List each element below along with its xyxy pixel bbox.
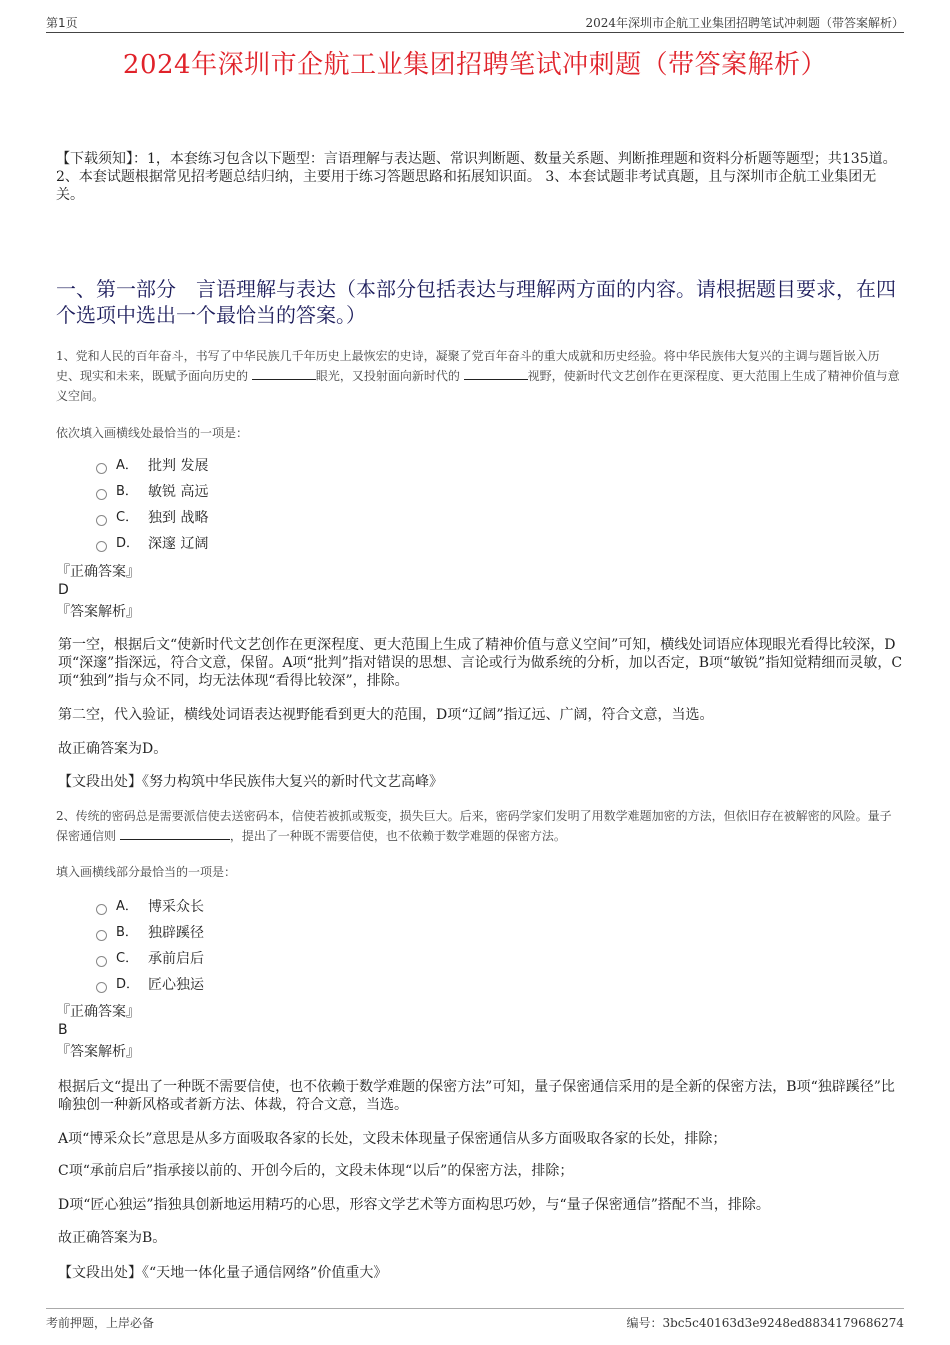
q2-answer: B xyxy=(58,1022,68,1038)
fill-blank xyxy=(252,367,316,380)
fill-blank xyxy=(120,827,230,840)
q1-option-a[interactable] xyxy=(96,453,208,479)
q1-option-c[interactable] xyxy=(96,505,208,531)
radio-icon[interactable] xyxy=(96,489,107,500)
option-text: 深邃 辽阔 xyxy=(148,536,209,552)
q2-source: 【文段出处】《“天地一体化量子通信网络”价值重大》 xyxy=(58,1265,388,1281)
q1-stem-part-b: 眼光，又投射面向新时代的 xyxy=(315,369,464,383)
q1-analysis-para-2: 第二空，代入验证，横线处词语表达视野能看到更大的范围，D项“辽阔”指辽远、广阔，符合文意，当选。 xyxy=(58,707,714,723)
footer-serial: 编号：3bc5c40163d3e9248ed8834179686274 xyxy=(626,1316,904,1330)
header-doc-title: 2024年深圳市企航工业集团招聘笔试冲刺题（带答案解析） xyxy=(585,16,904,30)
option-text: 批判 发展 xyxy=(148,458,209,474)
radio-icon[interactable] xyxy=(96,463,107,474)
q1-option-b[interactable] xyxy=(96,479,208,505)
option-letter: B． xyxy=(116,484,138,499)
q1-source: 【文段出处】《努力构筑中华民族伟大复兴的新时代文艺高峰》 xyxy=(58,774,443,790)
option-letter: A． xyxy=(116,899,138,914)
q1-analysis-para-1: 第一空，根据后文“使新时代文艺创作在更深程度、更大范围上生成了精神价值与意义空间”可知，横线处词语应体现眼光看得比较深，D项“深邃”指深远，符合文意，保留。A项“批判”指对错误的思想、言论或行为做系统的分析，加以否定，B项“敏锐”指知觉精细而灵敏，C项“独到”指与众不同，均无法体现“看得比较深”，排除。 xyxy=(58,637,903,689)
option-letter: C． xyxy=(116,510,139,525)
option-letter: D． xyxy=(116,536,140,551)
option-text: 承前启后 xyxy=(148,951,204,967)
q1-stem-part-c: 视野，使新时代文艺创作在更深程度、更大范围上生成了精神价值与意义空间。 xyxy=(56,369,900,403)
option-letter: B． xyxy=(116,925,138,940)
q1-stem-part-a: 1、党和人民的百年奋斗，书写了中华民族几千年历史上最恢宏的史诗，凝聚了党百年奋斗的重大成就和历史经验。将中华民族伟大复兴的主调与题旨嵌入历史、现实和未来，既赋予面向历史的 xyxy=(56,349,880,383)
option-text: 博采众长 xyxy=(148,899,204,915)
q2-option-b[interactable] xyxy=(96,920,204,946)
q2-analysis-para-3: C项“承前启后”指承接以前的、开创今后的，文段未体现“以后”的保密方法，排除； xyxy=(58,1163,574,1179)
radio-icon[interactable] xyxy=(96,956,107,967)
q2-analysis-para-2: A项“博采众长”意思是从多方面吸取各家的长处，文段未体现量子保密通信从多方面吸取各家的长处，排除； xyxy=(58,1131,727,1147)
option-text: 匠心独运 xyxy=(148,977,204,993)
option-letter: D． xyxy=(116,977,140,992)
q2-analysis-para-1: 根据后文“提出了一种既不需要信使，也不依赖于数学难题的保密方法”可知，量子保密通信采用的是全新的保密方法，B项“独辟蹊径”比喻独创一种新风格或者新方法、体裁，符合文意，当选。 xyxy=(58,1079,895,1113)
option-text: 独到 战略 xyxy=(148,510,209,526)
q2-instruction: 填入画横线部分最恰当的一项是： xyxy=(56,865,237,879)
q2-option-d[interactable] xyxy=(96,972,204,998)
radio-icon[interactable] xyxy=(96,982,107,993)
radio-icon[interactable] xyxy=(96,541,107,552)
q1-analysis-para-3: 故正确答案为D。 xyxy=(58,741,168,757)
section-title: 一、第一部分 言语理解与表达（本部分包括表达与理解两方面的内容。请根据题目要求，在四个选项中选出一个最恰当的答案。） xyxy=(56,277,896,327)
page-header xyxy=(46,14,904,32)
footer-slogan: 考前押题，上岸必备 xyxy=(46,1316,155,1330)
q1-answer: D xyxy=(58,582,69,598)
q1-analysis-label: 『答案解析』 xyxy=(56,604,140,620)
footer-divider xyxy=(46,1308,904,1309)
page-title: 2024年深圳市企航工业集团招聘笔试冲刺题（带答案解析） xyxy=(122,50,828,80)
q1-instruction: 依次填入画横线处最恰当的一项是： xyxy=(56,426,249,440)
option-text: 敏锐 高远 xyxy=(148,484,209,500)
q2-analysis-para-5: 故正确答案为B。 xyxy=(58,1230,167,1246)
q2-option-a[interactable] xyxy=(96,894,204,920)
q2-option-c[interactable] xyxy=(96,946,204,972)
radio-icon[interactable] xyxy=(96,930,107,941)
page-number: 第1页 xyxy=(46,16,78,30)
question-2-stem xyxy=(56,806,902,846)
q2-stem-part-b: ，提出了一种既不需要信使，也不依赖于数学难题的保密方法。 xyxy=(229,829,566,843)
q1-options xyxy=(96,453,208,557)
q2-analysis-para-4: D项“匠心独运”指独具创新地运用精巧的心思，形容文学艺术等方面构思巧妙，与“量子保密通信”搭配不当，排除。 xyxy=(58,1197,770,1213)
q2-stem-part-a: 2、传统的密码总是需要派信使去送密码本，信使若被抓或叛变，损失巨大。后来，密码学家们发明了用数学难题加密的方法，但依旧存在被解密的风险。量子保密通信则 xyxy=(56,809,892,843)
radio-icon[interactable] xyxy=(96,904,107,915)
option-letter: C． xyxy=(116,951,139,966)
q1-correct-label: 『正确答案』 xyxy=(56,564,140,580)
option-letter: A． xyxy=(116,458,138,473)
radio-icon[interactable] xyxy=(96,515,107,526)
option-text: 独辟蹊径 xyxy=(148,925,204,941)
q1-option-d[interactable] xyxy=(96,531,208,557)
header-divider xyxy=(46,32,904,33)
q2-correct-label: 『正确答案』 xyxy=(56,1004,140,1020)
q2-options xyxy=(96,894,204,998)
question-1-stem xyxy=(56,346,902,406)
fill-blank xyxy=(464,367,528,380)
download-notice: 【下载须知】：1，本套练习包含以下题型：言语理解与表达题、常识判断题、数量关系题、判断推理题和资料分析题等题型；共135道。 2、本套试题根据常见招考题总结归纳，主要用于练习答题思路和拓展知识面。 3、本套试题非考试真题，且与深圳市企航工业集团无关。 xyxy=(56,151,897,203)
q2-analysis-label: 『答案解析』 xyxy=(56,1044,140,1060)
